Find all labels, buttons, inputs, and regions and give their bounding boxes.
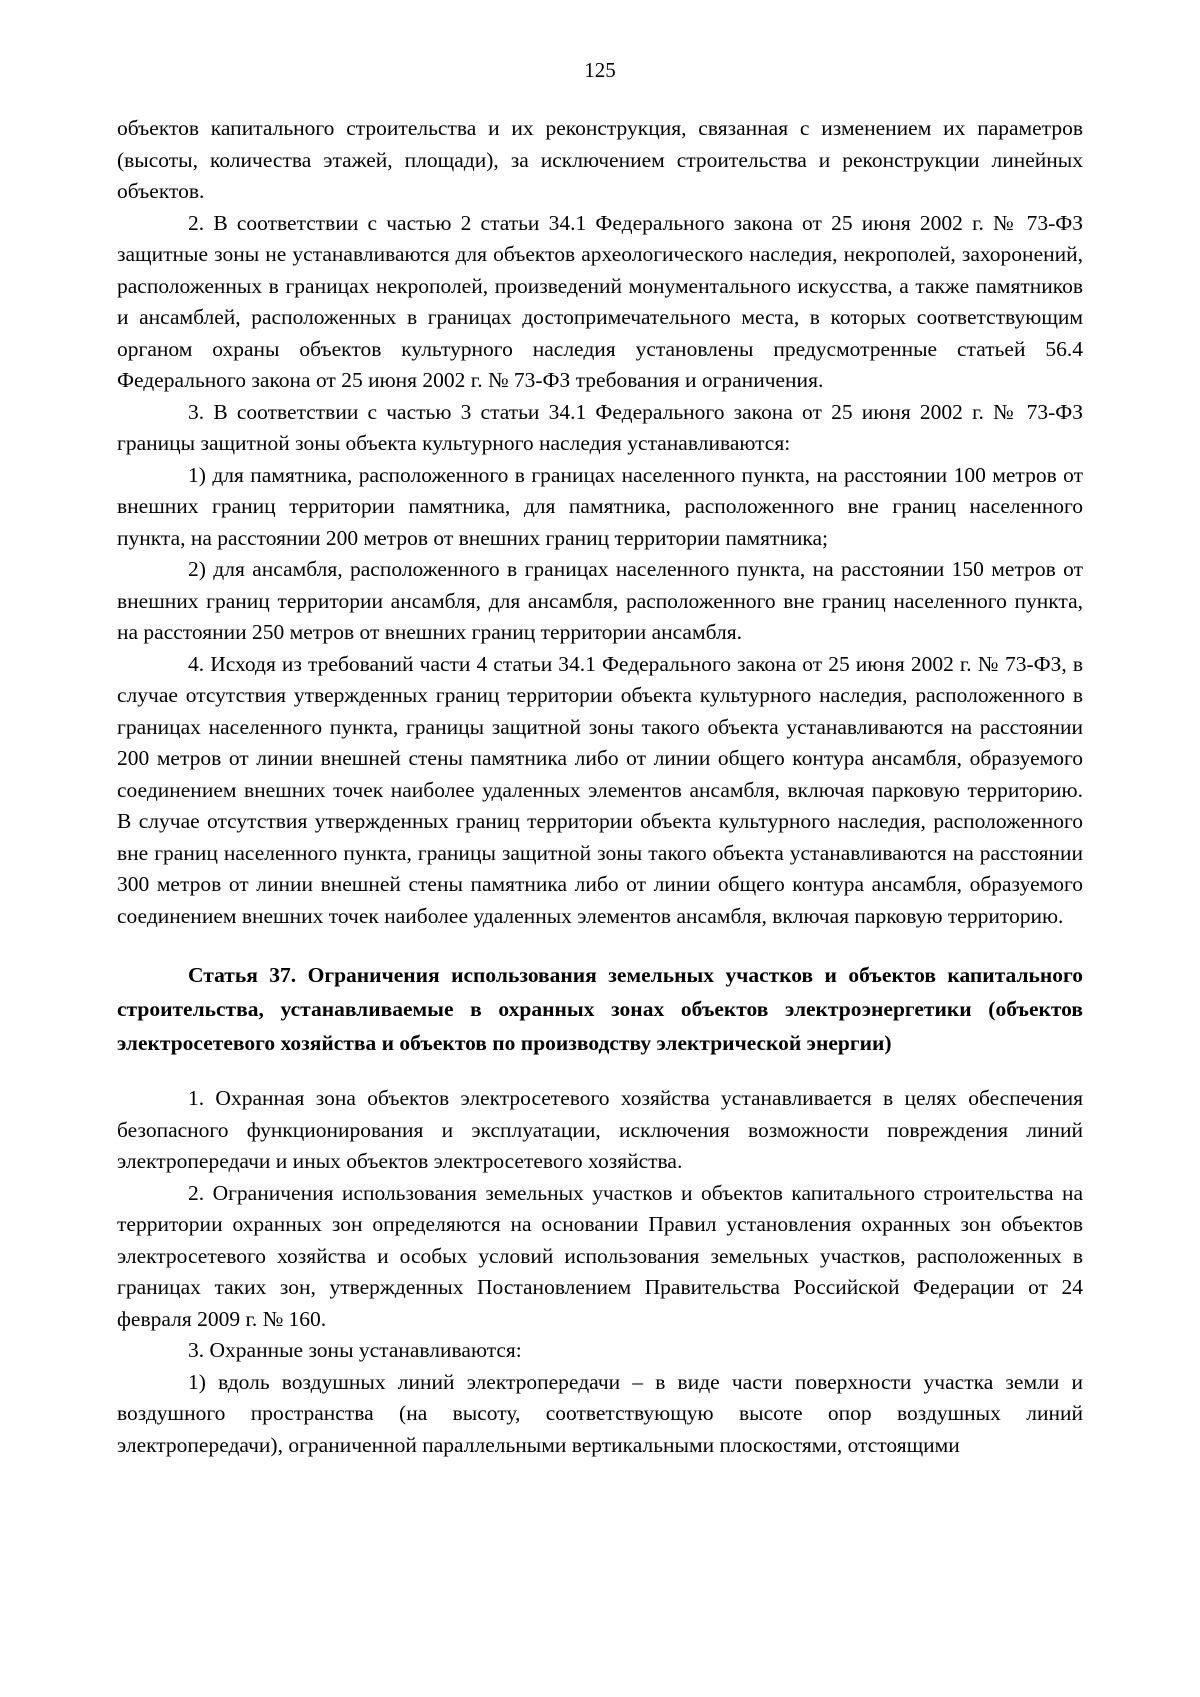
list-item: 1) вдоль воздушных линий электропередачи – в виде части поверхности участка земли и воздушного пространства (на высоту, соответствующую высоте опор воздушных линий электропередачи), ограниченной параллельными вертикальными плоскостями, отстоящими xyxy=(117,1369,1083,1457)
paragraph: 1. Охранная зона объектов электросетевого хозяйства устанавливается в целях обеспечения безопасного функционирования и эксплуатации, исключения возможности повреждения линий электропередачи и иных объектов электросетевого хозяйства. xyxy=(117,1086,1083,1173)
paragraph: 3. В соответствии с частью 3 статьи 34.1 Федерального закона от 25 июня 2002 г. № 73-ФЗ границы защитной зоны объекта культурного наследия устанавливаются: xyxy=(117,399,1083,455)
list-item: 1) для памятника, расположенного в границах населенного пункта, на расстоянии 100 метров от внешних границ территории памятника, для памятника, расположенного вне границ населенного пункта, на расстоянии 200 метров от внешних границ территории памятника; xyxy=(117,462,1083,550)
page-number: 125 xyxy=(584,58,616,82)
paragraph: 3. Охранные зоны устанавливаются: xyxy=(188,1338,522,1362)
paragraph: 4. Исходя из требований части 4 статьи 34.1 Федерального закона от 25 июня 2002 г. № 73-ФЗ, в случае отсутствия утвержденных границ территории объекта культурного наследия, расположенного в границах населенного пункта, границы защитной зоны такого объекта устанавливаются на расстоянии 200 метров от линии внешней стены памятника либо от линии общего контура ансамбля, образуемого соединением внешних точек наиболее удаленных элементов ансамбля, включая парковую территорию. В случае отсутствия утвержденных границ территории объекта культурного наследия, расположенного вне границ населенного пункта, границы защитной зоны такого объекта устанавливаются на расстоянии 300 метров от линии внешней стены памятника либо от линии общего контура ансамбля, образуемого соединением внешних точек наиболее удаленных элементов ансамбля, включая парковую территорию. xyxy=(117,651,1083,928)
document-body xyxy=(117,113,1083,1461)
article-heading: Статья 37. Ограничения использования земельных участков и объектов капитального строительства, устанавливаемые в охранных зонах объектов электроэнергетики (объектов электросетевого хозяйства и объектов по производству электрической энергии) xyxy=(117,963,1083,1055)
list-item: 2) для ансамбля, расположенного в границах населенного пункта, на расстоянии 150 метров от внешних границ территории ансамбля, для ансамбля, расположенного вне границ населенного пункта, на расстоянии 250 метров от внешних границ территории ансамбля. xyxy=(117,557,1083,644)
paragraph: объектов капитального строительства и их реконструкция, связанная с изменением их параметров (высоты, количества этажей, площади), за исключением строительства и реконструкции линейных объектов. xyxy=(117,116,1083,203)
paragraph: 2. В соответствии с частью 2 статьи 34.1 Федерального закона от 25 июня 2002 г. № 73-ФЗ защитные зоны не устанавливаются для объектов археологического наследия, некрополей, захоронений, расположенных в границах некрополей, произведений монументального искусства, а также памятников и ансамблей, расположенных в границах достопримечательного места, в которых соответствующим органом охраны объектов культурного наследия установлены предусмотренные статьей 56.4 Федерального закона от 25 июня 2002 г. № 73-ФЗ требования и ограничения. xyxy=(117,210,1083,392)
paragraph: 2. Ограничения использования земельных участков и объектов капитального строительства на территории охранных зон определяются на основании Правил установления охранных зон объектов электросетевого хозяйства и особых условий использования земельных участков, расположенных в границах таких зон, утвержденных Постановлением Правительства Российской Федерации от 24 февраля 2009 г. № 160. xyxy=(117,1180,1083,1331)
